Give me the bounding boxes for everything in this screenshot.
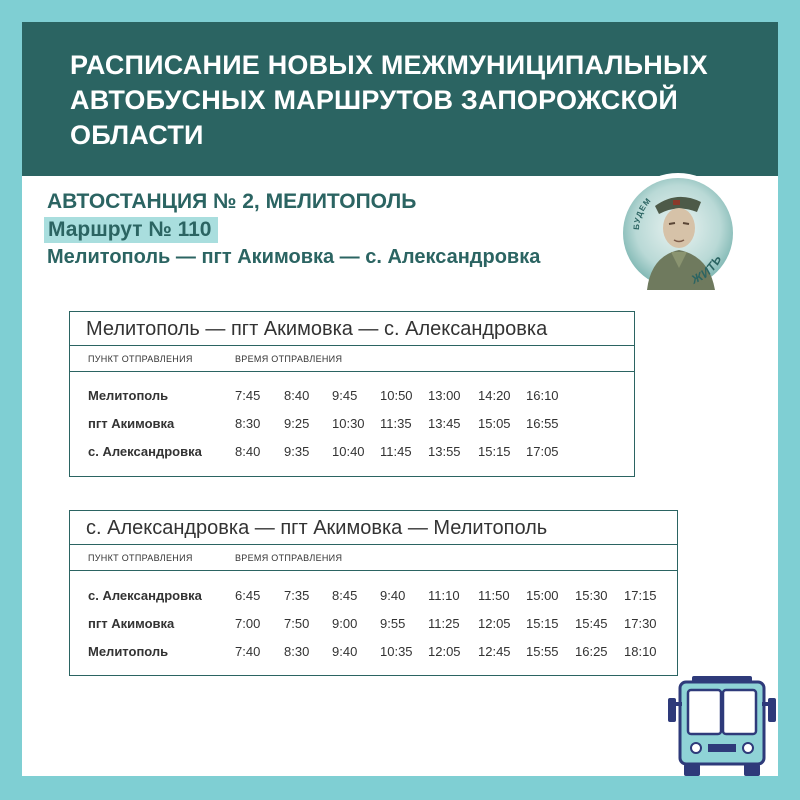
svg-text:ЖИТЬ: ЖИТЬ xyxy=(689,252,725,287)
departure-time: 18:10 xyxy=(624,644,657,659)
departure-time: 9:45 xyxy=(332,388,358,403)
departure-time: 12:05 xyxy=(478,616,511,631)
departure-time: 16:25 xyxy=(575,644,608,659)
schedule-table-outbound xyxy=(69,311,635,477)
departure-time: 10:40 xyxy=(332,444,365,459)
departure-time: 13:00 xyxy=(428,388,461,403)
departure-time: 17:30 xyxy=(624,616,657,631)
departure-time: 9:40 xyxy=(332,644,358,659)
divider xyxy=(70,570,677,571)
departure-time: 10:30 xyxy=(332,416,365,431)
departure-time: 7:00 xyxy=(235,616,261,631)
departure-time: 15:15 xyxy=(478,444,511,459)
departure-time: 15:00 xyxy=(526,588,559,603)
departure-time: 9:55 xyxy=(380,616,406,631)
page-title: РАСПИСАНИЕ НОВЫХ МЕЖМУНИЦИПАЛЬНЫХ АВТОБУСНЫХ МАРШРУТОВ ЗАПОРОЖСКОЙ ОБЛАСТИ xyxy=(70,50,708,150)
departure-time: 13:45 xyxy=(428,416,461,431)
departure-time: 15:55 xyxy=(526,644,559,659)
departure-time: 7:50 xyxy=(284,616,310,631)
departure-time: 11:45 xyxy=(380,444,412,459)
departure-time: 9:40 xyxy=(380,588,406,603)
departure-time: 15:45 xyxy=(575,616,608,631)
departure-time: 15:05 xyxy=(478,416,511,431)
svg-text:БУДЕМ: БУДЕМ xyxy=(631,195,654,231)
stop-name: пгт Акимовка xyxy=(88,616,175,631)
stop-name: пгт Акимовка xyxy=(88,416,175,431)
stop-name: с. Александровка xyxy=(88,588,202,603)
column-header-stop: ПУНКТ ОТПРАВЛЕНИЯ xyxy=(88,553,193,563)
departure-time: 11:35 xyxy=(380,416,412,431)
departure-time: 12:45 xyxy=(478,644,511,659)
budem-zhit-medallion xyxy=(617,172,739,294)
departure-time: 12:05 xyxy=(428,644,461,659)
departure-time: 7:45 xyxy=(235,388,261,403)
schedule-table-return xyxy=(69,510,678,676)
route-number-badge: Маршрут № 110 xyxy=(44,217,218,243)
departure-time: 8:30 xyxy=(235,416,261,431)
column-header-stop: ПУНКТ ОТПРАВЛЕНИЯ xyxy=(88,354,193,364)
divider xyxy=(70,345,634,346)
departure-time: 14:20 xyxy=(478,388,511,403)
divider xyxy=(70,371,634,372)
stop-name: Мелитополь xyxy=(88,644,169,659)
departure-time: 7:35 xyxy=(284,588,310,603)
departure-time: 11:10 xyxy=(428,588,460,603)
departure-time: 10:50 xyxy=(380,388,413,403)
column-header-time: ВРЕМЯ ОТПРАВЛЕНИЯ xyxy=(235,553,343,563)
divider xyxy=(70,544,677,545)
stop-name: с. Александровка xyxy=(88,444,202,459)
table-title: с. Александровка — пгт Акимовка — Мелитополь xyxy=(86,517,548,539)
departure-time: 9:25 xyxy=(284,416,310,431)
departure-time: 8:45 xyxy=(332,588,358,603)
departure-time: 13:55 xyxy=(428,444,461,459)
header-banner xyxy=(22,22,778,176)
column-header-time: ВРЕМЯ ОТПРАВЛЕНИЯ xyxy=(235,354,343,364)
departure-time: 6:45 xyxy=(235,588,261,603)
departure-time: 15:15 xyxy=(526,616,559,631)
route-name: Мелитополь — пгт Акимовка — с. Александровка xyxy=(47,246,541,268)
table-title: Мелитополь — пгт Акимовка — с. Александровка xyxy=(86,318,548,340)
departure-time: 16:55 xyxy=(526,416,559,431)
bus-icon xyxy=(666,672,778,780)
departure-time: 9:00 xyxy=(332,616,358,631)
departure-time: 10:35 xyxy=(380,644,413,659)
station-name: АВТОСТАНЦИЯ № 2, МЕЛИТОПОЛЬ xyxy=(47,190,417,213)
stop-name: Мелитополь xyxy=(88,388,169,403)
departure-time: 7:40 xyxy=(235,644,261,659)
departure-time: 8:30 xyxy=(284,644,310,659)
departure-time: 17:15 xyxy=(624,588,657,603)
departure-time: 16:10 xyxy=(526,388,559,403)
departure-time: 8:40 xyxy=(284,388,310,403)
departure-time: 11:50 xyxy=(478,588,510,603)
departure-time: 17:05 xyxy=(526,444,559,459)
departure-time: 11:25 xyxy=(428,616,460,631)
departure-time: 8:40 xyxy=(235,444,261,459)
departure-time: 15:30 xyxy=(575,588,608,603)
departure-time: 9:35 xyxy=(284,444,310,459)
